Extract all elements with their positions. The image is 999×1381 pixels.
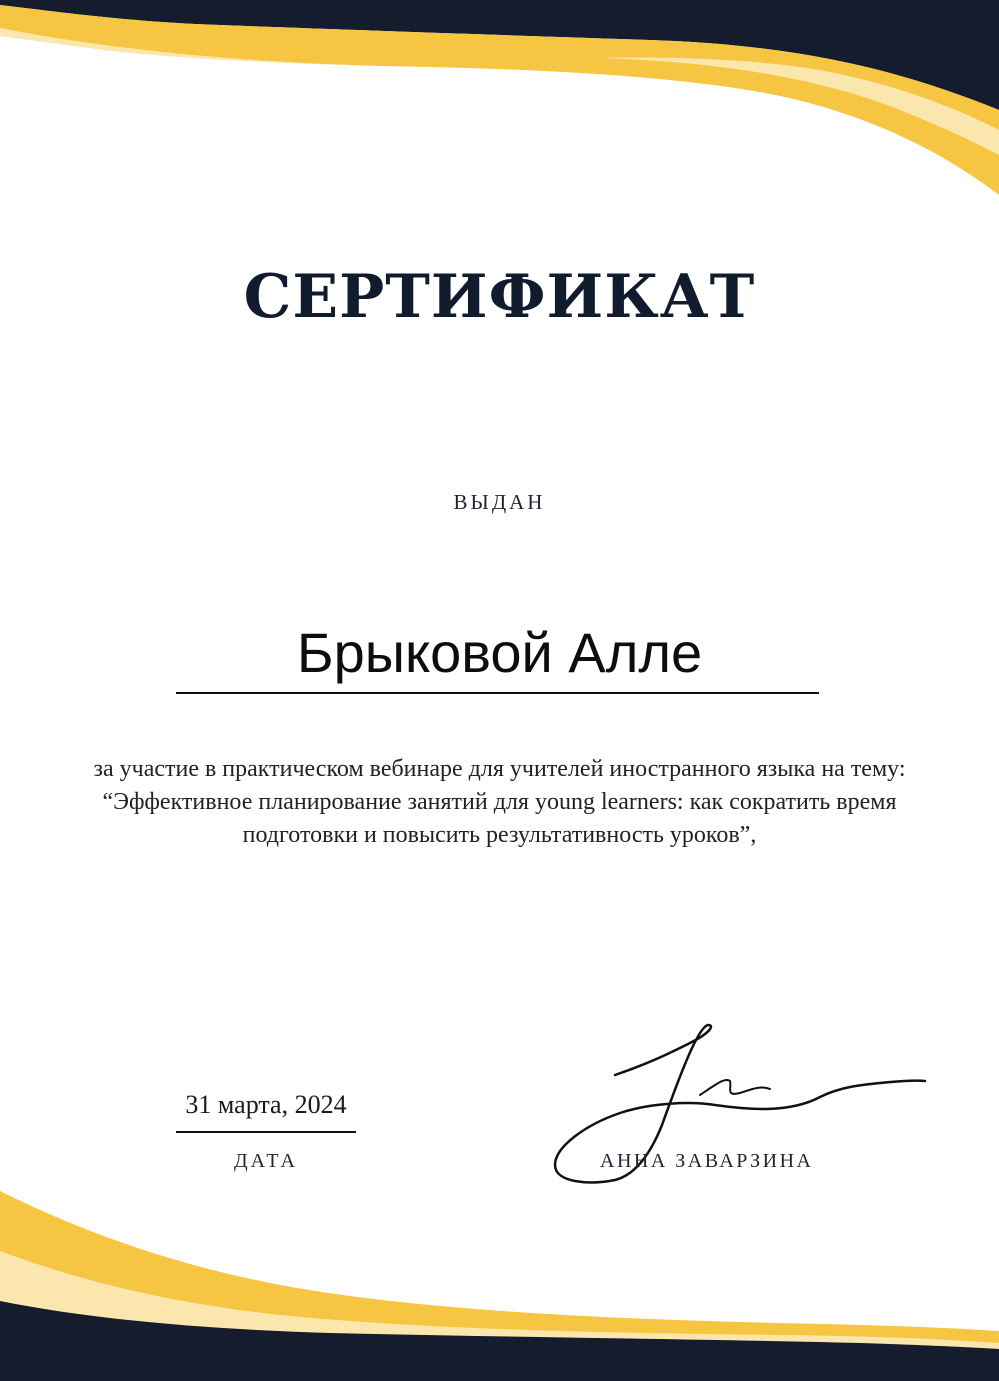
recipient-name: Брыковой Алле: [296, 621, 703, 684]
top-wave-decoration: [0, 0, 999, 200]
date-value: 31 марта, 2024: [185, 1090, 347, 1119]
bottom-wave-decoration: [0, 1191, 999, 1381]
issued-label: ВЫДАН: [453, 490, 546, 514]
certificate-title: СЕРТИФИКАТ: [243, 262, 756, 332]
date-label: ДАТА: [234, 1150, 298, 1172]
signer-name: АННА ЗАВАРЗИНА: [600, 1150, 814, 1172]
recipient-underline: [176, 692, 819, 694]
date-underline: [176, 1131, 356, 1133]
certificate-description: за участие в практическом вебинаре для учителей иностранного языка на тему: “Эффективное планирование занятий для young learners: как сократить время подготовки и повысить результативность уроков”,: [93, 756, 906, 848]
